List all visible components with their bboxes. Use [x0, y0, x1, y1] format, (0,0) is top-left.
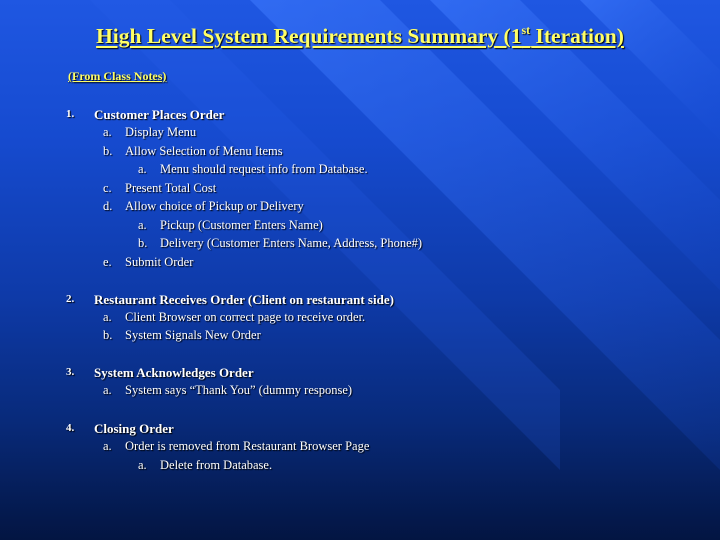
item-heading: System Acknowledges Order — [94, 365, 254, 380]
sub-item-text: Client Browser on correct page to receive order. — [125, 310, 366, 324]
sub-item — [103, 328, 261, 343]
sub-item-label: e. — [103, 255, 112, 269]
sub-sub-item — [138, 218, 323, 233]
sub-item-label: b. — [138, 236, 148, 250]
sub-item-label: b. — [103, 328, 113, 342]
title-superscript: st — [521, 23, 531, 37]
item-heading: Closing Order — [94, 421, 174, 436]
sub-item-text: System Signals New Order — [125, 328, 261, 342]
sub-item — [103, 383, 352, 398]
item-number: 2. — [66, 293, 75, 305]
sub-item-label: a. — [103, 439, 112, 453]
sub-sub-item — [138, 162, 368, 177]
item-number: 3. — [66, 366, 75, 378]
sub-item-text: System says “Thank You” (dummy response) — [125, 383, 353, 397]
sub-item — [103, 181, 216, 196]
sub-item-text: Allow choice of Pickup or Delivery — [125, 199, 304, 213]
sub-item — [103, 125, 196, 140]
sub-item-text: Display Menu — [125, 125, 197, 139]
sub-item-label: c. — [103, 181, 112, 195]
sub-item-text: Order is removed from Restaurant Browser Page — [125, 439, 370, 453]
sub-item-text: Allow Selection of Menu Items — [125, 144, 283, 158]
slide-subtitle: (From Class Notes) — [68, 69, 167, 83]
sub-item — [103, 199, 304, 214]
sub-sub-item — [138, 236, 422, 251]
sub-item — [103, 439, 369, 454]
sub-item-text: Submit Order — [125, 255, 194, 269]
sub-sub-item — [138, 458, 272, 473]
sub-item-text: Delete from Database. — [160, 458, 273, 472]
sub-item-text: Menu should request info from Database. — [160, 162, 368, 176]
item-number: 1. — [66, 108, 75, 120]
sub-item-text: Pickup (Customer Enters Name) — [160, 218, 323, 232]
sub-item-label: a. — [138, 458, 147, 472]
sub-item-label: a. — [138, 162, 147, 176]
sub-item-label: a. — [138, 218, 147, 232]
sub-item — [103, 144, 283, 159]
sub-item — [103, 310, 365, 325]
title-text-end: Iteration) — [530, 24, 624, 48]
sub-item-label: a. — [103, 125, 112, 139]
title-text: High Level System Requirements Summary (1 — [96, 24, 522, 48]
item-heading: Restaurant Receives Order (Client on restaurant side) — [94, 292, 394, 307]
sub-item — [103, 255, 193, 270]
sub-item-label: b. — [103, 144, 113, 158]
item-number: 4. — [66, 422, 75, 434]
item-heading: Customer Places Order — [94, 107, 225, 122]
slide-title — [0, 24, 720, 49]
sub-item-text: Delivery (Customer Enters Name, Address, Phone#) — [160, 236, 423, 250]
sub-item-text: Present Total Cost — [125, 181, 217, 195]
sub-item-label: d. — [103, 199, 113, 213]
sub-item-label: a. — [103, 383, 112, 397]
sub-item-label: a. — [103, 310, 112, 324]
